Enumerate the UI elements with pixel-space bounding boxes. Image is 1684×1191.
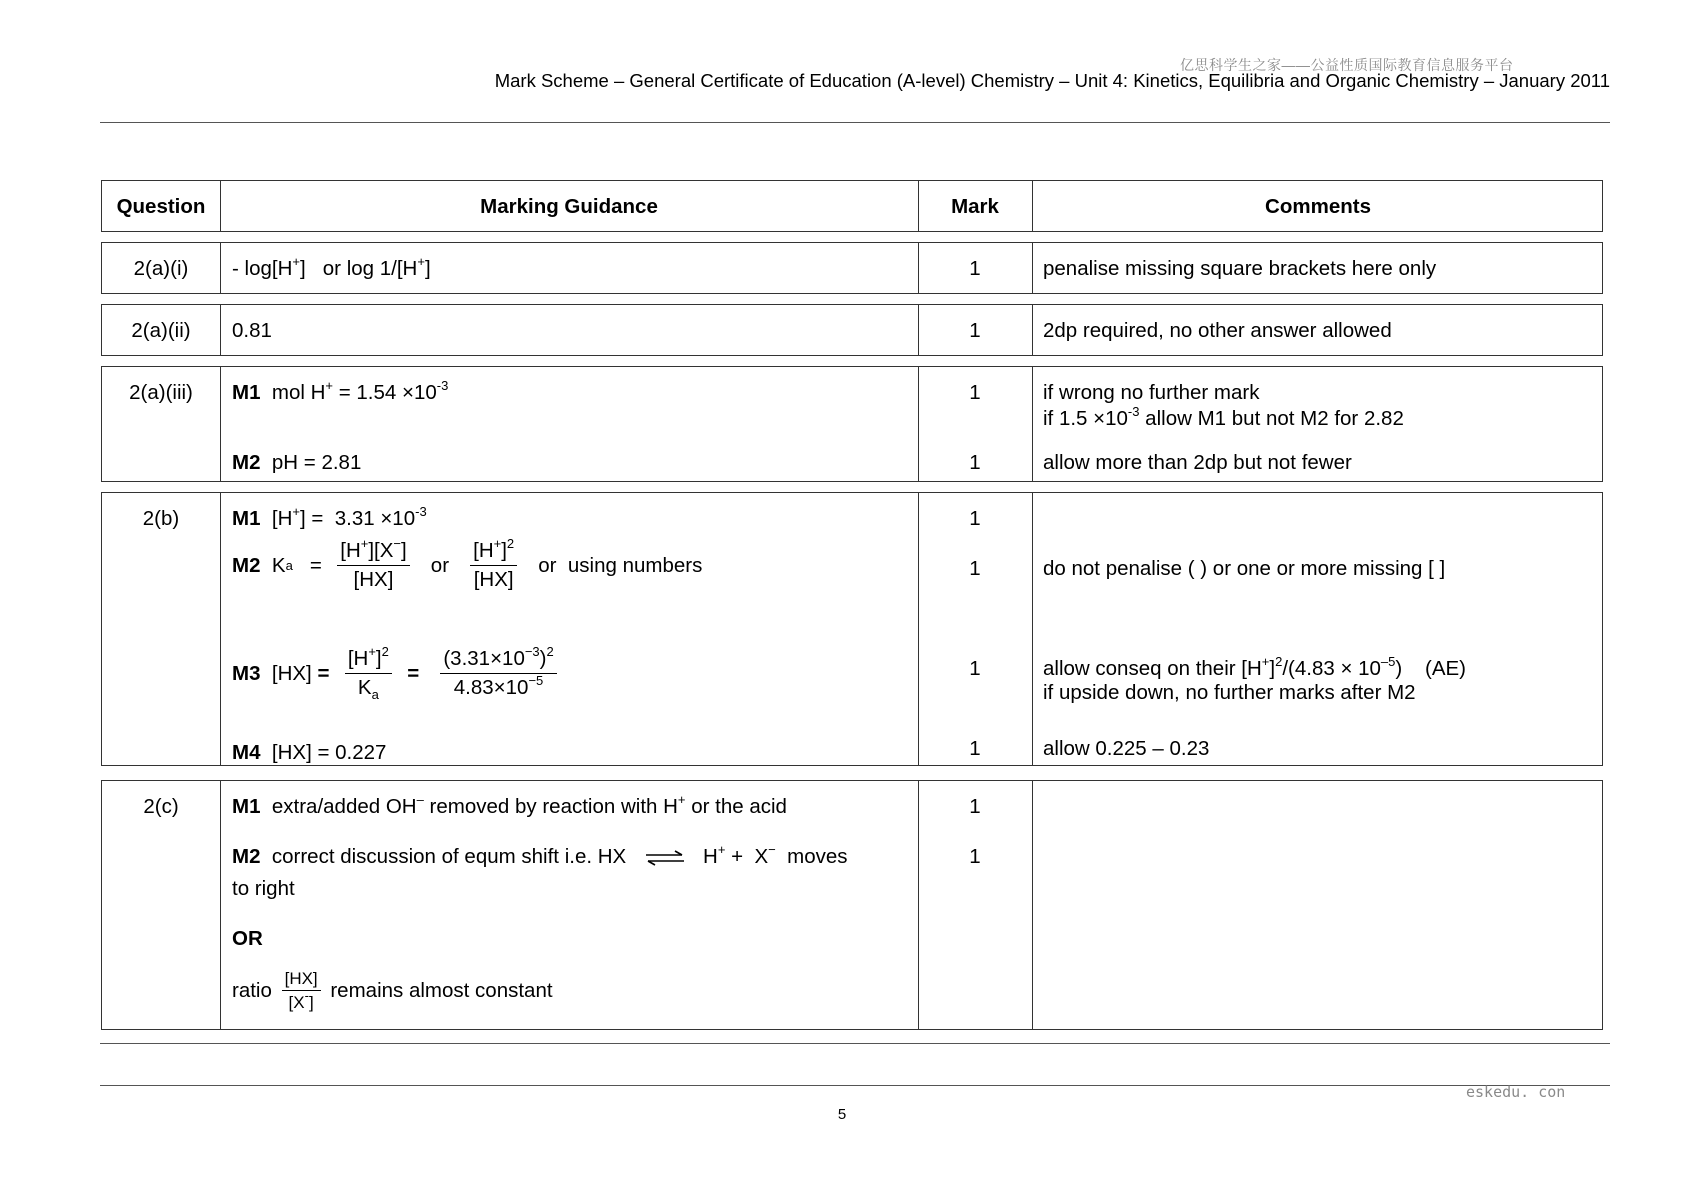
- comment-text: if upside down, no further marks after M2: [1043, 681, 1416, 704]
- comment-text: allow 0.225 – 0.23: [1043, 737, 1210, 760]
- mark-value: 1: [969, 319, 981, 342]
- hx-numeric-fraction: $\frac{(3.31\times 10^{-3})^2}{4.83\times 10^{-5}}$: [440, 647, 556, 700]
- table-row: [101, 242, 1603, 294]
- guidance-m3: M3 [HX] = $\frac{[H^+]^2}{K_a}$ = $\frac{(3.31\times 10^{-3})^2}{4.83\times 10^{-5}}$: [232, 647, 561, 700]
- guidance-m4: M4 [HX] = 0.227: [232, 741, 387, 764]
- mark-value: 1: [969, 381, 981, 404]
- ka-expression-fraction: $\frac{[H^+][X^-]}{[HX]}$: [337, 539, 409, 592]
- comment-text: allow conseq on their $[H^+]^2/(4.83 \times 10^{-5})$ (AE): [1043, 654, 1466, 680]
- ratio-fraction: $\frac{[HX]}{[X^-]}$: [282, 969, 321, 1012]
- mark-value: 1: [969, 451, 981, 474]
- header-rule: [100, 122, 1610, 123]
- header-comments: Comments: [1265, 195, 1371, 218]
- table-row: [101, 492, 1603, 766]
- mark-value: 1: [969, 737, 981, 760]
- table-bottom-rule: [100, 1043, 1610, 1044]
- guidance-text: - log[H+] or log 1/[H+]: [232, 254, 431, 280]
- footer-rule: [100, 1085, 1610, 1086]
- page-header: Mark Scheme – General Certificate of Education (A-level) Chemistry – Unit 4: Kinetics, Equilibria and Organic Chemistry – January 2011: [494, 70, 1610, 91]
- mark-value: 1: [969, 657, 981, 680]
- mark-value: 1: [969, 257, 981, 280]
- guidance-m2: M2 correct discussion of equm shift i.e. HX H+ + X− moves: [232, 842, 848, 868]
- table-row: [101, 780, 1603, 1030]
- watermark-bottom: eskedu. con: [1466, 1083, 1566, 1101]
- question-label: 2(a)(ii): [131, 319, 191, 342]
- guidance-or: OR: [232, 927, 263, 950]
- guidance-m2: M2 pH = 2.81: [232, 451, 362, 474]
- table-header-row: [101, 180, 1603, 232]
- comment-text: allow more than 2dp but not fewer: [1043, 451, 1352, 474]
- table-row: [101, 366, 1603, 482]
- header-question: Question: [116, 195, 206, 218]
- question-label: 2(c): [143, 795, 179, 818]
- comment-text: if $1.5 \times 10^{-3}$ allow M1 but not M2 for 2.82: [1043, 404, 1404, 430]
- mark-value: 1: [969, 507, 981, 530]
- guidance-text: 0.81: [232, 319, 272, 342]
- page-number: 5: [837, 1106, 847, 1123]
- hx-fraction: $\frac{[H^+]^2}{K_a}$: [345, 647, 392, 700]
- question-label: 2(b): [142, 507, 180, 530]
- ka-squared-fraction: $\frac{[H^+]^2}{[HX]}$: [470, 539, 517, 592]
- mark-value: 1: [969, 845, 981, 868]
- guidance-m1: M1 extra/added OH– removed by reaction with H+ or the acid: [232, 792, 787, 818]
- header-guidance: Marking Guidance: [480, 195, 658, 218]
- comment-text: 2dp required, no other answer allowed: [1043, 319, 1392, 342]
- guidance-m1: M1 $[H^+] = 3.31 \times 10^{-3}$: [232, 504, 427, 530]
- table-row: [101, 304, 1603, 356]
- comment-text: if wrong no further mark: [1043, 381, 1260, 404]
- guidance-m2-continued: to right: [232, 877, 295, 900]
- mark-value: 1: [969, 795, 981, 818]
- mark-value: 1: [969, 557, 981, 580]
- guidance-m2: M2 K a = $\frac{[H^+][X^-]}{[HX]}$ or $\frac{[H^+]^2}{[HX]}$ or using numbers: [232, 536, 703, 591]
- guidance-ratio: ratio $\frac{[HX]}{[X^-]}$ remains almost constant: [232, 969, 553, 1012]
- guidance-m1: M1 mol $H^+ = 1.54 \times 10^{-3}$: [232, 378, 449, 404]
- equilibrium-arrow-icon: [644, 850, 686, 866]
- comment-text: do not penalise ( ) or one or more missing [ ]: [1043, 557, 1446, 580]
- header-mark: Mark: [951, 195, 999, 218]
- question-label: 2(a)(i): [133, 257, 189, 280]
- question-label: 2(a)(iii): [129, 381, 193, 404]
- watermark-top: 亿思科学生之家——公益性质国际教育信息服务平台: [1180, 57, 1514, 73]
- comment-text: penalise missing square brackets here only: [1043, 257, 1437, 280]
